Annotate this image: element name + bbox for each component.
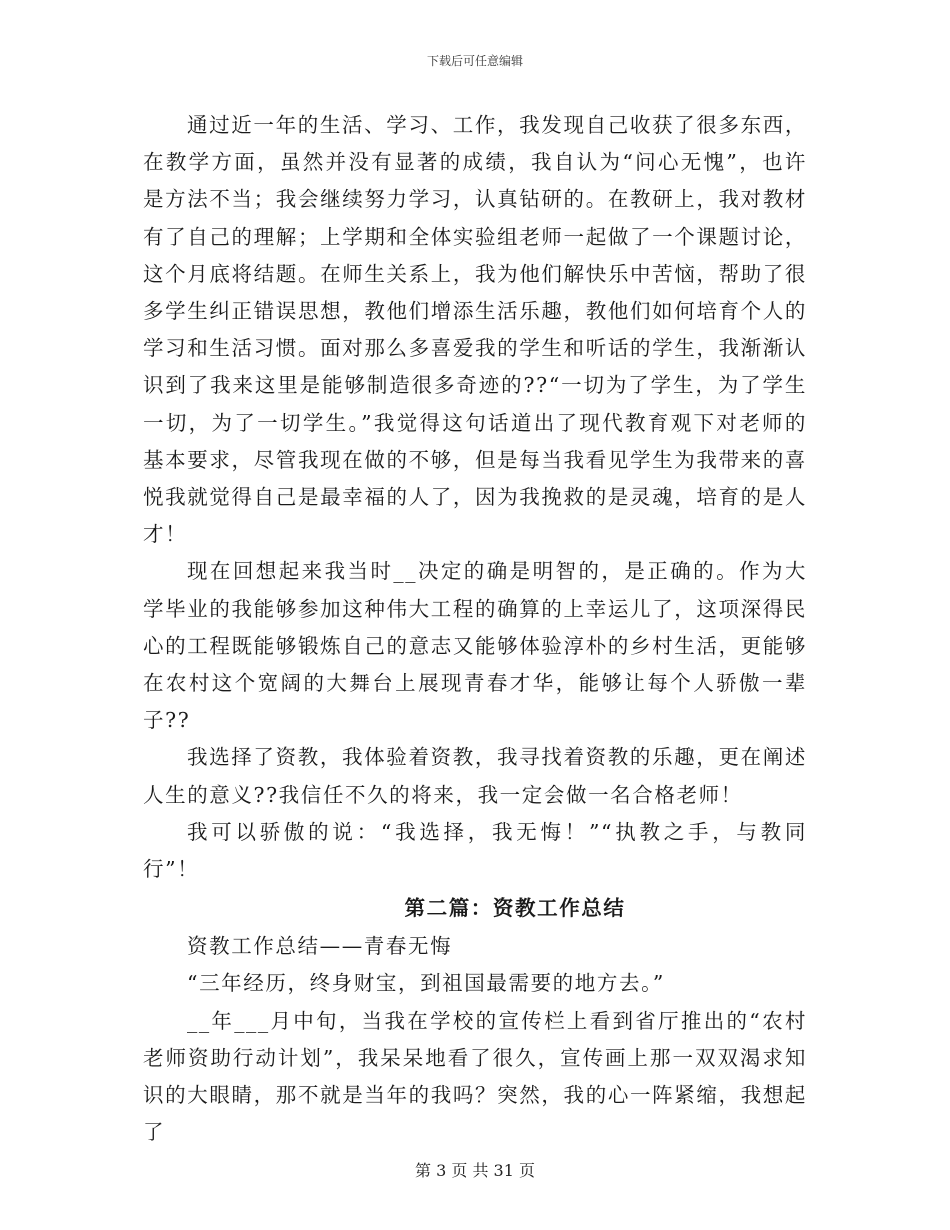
paragraph-4: 我可以骄傲的说：“我选择，我无悔！”“执教之手，与教同行”！ [143, 819, 807, 882]
paragraph-7: __年___月中旬，当我在学校的宣传栏上看到省厅推出的“农村老师资助行动计划”，我呆呆地看了很久，宣传画上那一双双渴求知识的大眼睛，那不就是当年的我吗？突然，我的心一阵紧缩，我想起了 [143, 1008, 807, 1145]
paragraph-1: 通过近一年的生活、学习、工作，我发现自己收获了很多东西，在教学方面，虽然并没有显著的成绩，我自认为“问心无愧”，也许是方法不当；我会继续努力学习，认真钻研的。在教研上，我对教材有了自己的理解；上学期和全体实验组老师一起做了一个课题讨论，这个月底将结题。在师生关系上，我为他们解快乐中苦恼，帮助了很多学生纠正错误思想，教他们增添生活乐趣，教他们如何培育个人的学习和生活习惯。面对那么多喜爱我的学生和听话的学生，我渐渐认识到了我来这里是能够制造很多奇迹的??“一切为了学生，为了学生一切，为了一切学生。”我觉得这句话道出了现代教育观下对老师的基本要求，尽管我现在做的不够，但是每当我看见学生为我带来的喜悦我就觉得自己是最幸福的人了，因为我挽救的是灵魂，培育的是人才！ [143, 113, 807, 547]
page-header-note: 下载后可任意编辑 [426, 54, 523, 68]
paragraph-2: 现在回想起来我当时__决定的确是明智的，是正确的。作为大学毕业的我能够参加这种伟大工程的确算的上幸运儿了，这项深得民心的工程既能够锻炼自己的意志又能够体验淳朴的乡村生活，更能够在农村这个宽阔的大舞台上展现青春才华，能够让每个人骄傲一辈子?? [143, 559, 807, 733]
section-title: 第二篇：资教工作总结 [404, 896, 626, 921]
document-body [143, 107, 807, 1151]
paragraph-6: “三年经历，终身财宝，到祖国最需要的地方去。” [187, 971, 666, 996]
page-number: 第 3 页 共 31 页 [415, 1161, 535, 1180]
paragraph-3: 我选择了资教，我体验着资教，我寻找着资教的乐趣，更在阐述人生的意义??我信任不久的将来，我一定会做一名合格老师！ [143, 745, 807, 807]
paragraph-5: 资教工作总结——青春无悔 [187, 934, 453, 959]
